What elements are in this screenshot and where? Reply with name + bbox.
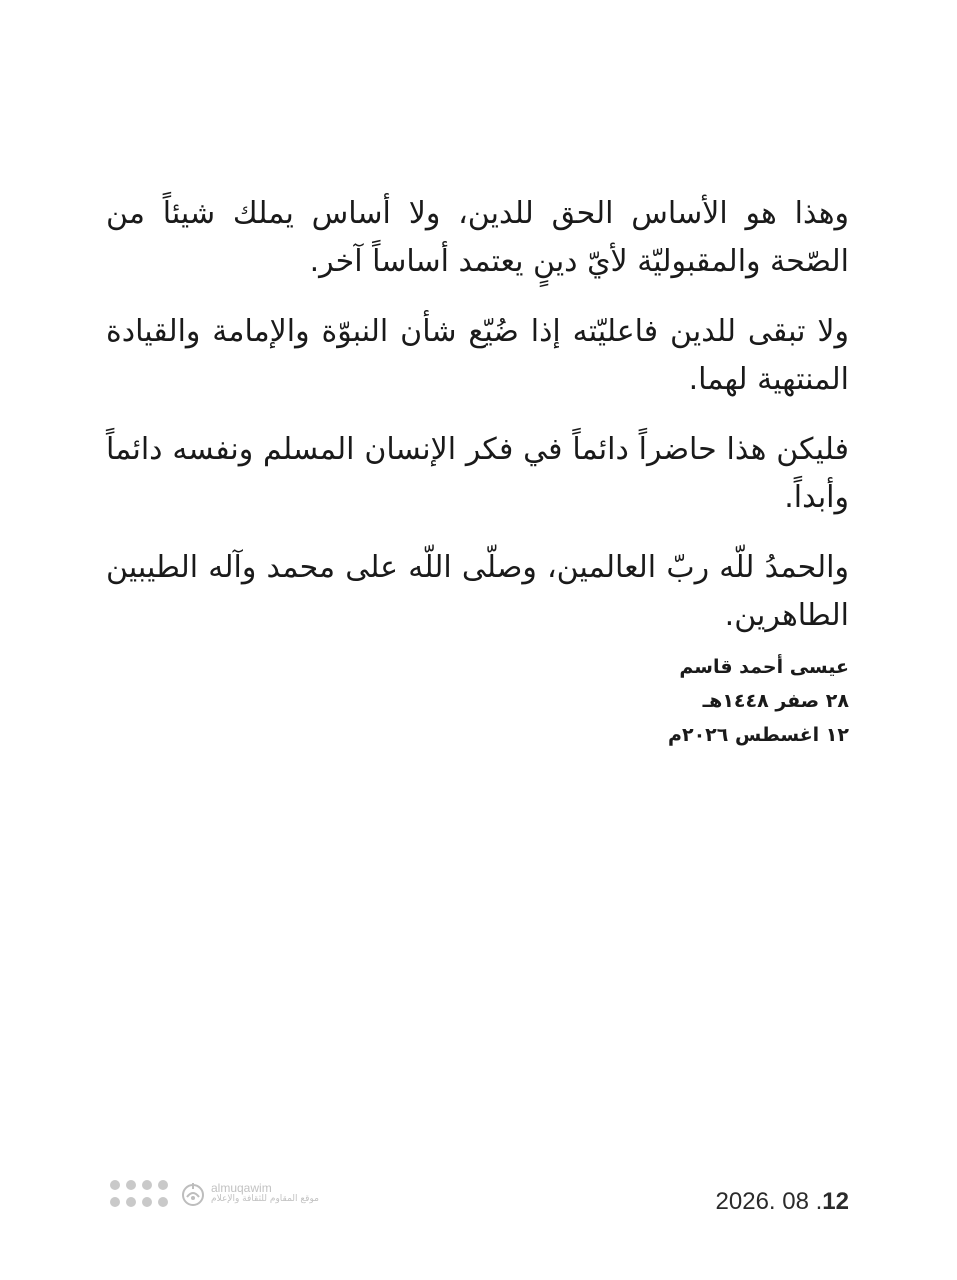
logo-latin-name: almuqawim [211,1180,272,1195]
article-body [106,190,849,662]
footer-date-day: 12 [822,1188,849,1215]
dot [126,1180,136,1190]
footer-date-prefix: 2026. 08 . [715,1188,823,1215]
author-name: عيسى أحمد قاسم [679,656,849,678]
dots-decoration [110,1180,168,1207]
paragraph: والحمدُ للّه ربّ العالمين، وصلّى اللّه على محمد وآله الطيبين الطاهرين. [106,550,849,633]
logo-text [211,1182,319,1205]
signature-block [668,650,849,752]
dot [142,1197,152,1207]
dot [110,1197,120,1207]
paragraph: فليكن هذا حاضراً دائماً في فكر الإنسان المسلم ونفسه دائماً وأبداً. [106,432,849,515]
almuqawim-emblem-icon [180,1181,206,1207]
dot [158,1180,168,1190]
footer-date [716,1188,849,1216]
dot [142,1180,152,1190]
gregorian-date: ١٢ اغسطس ٢٠٢٦م [668,724,849,746]
dot [158,1197,168,1207]
paragraph: وهذا هو الأساس الحق للدين، ولا أساس يملك شيئاً من الصّحة والمقبوليّة لأيّ دينٍ يعتمد أساساً آخر. [106,196,849,279]
logo-arabic-name: موقع المقاوم للثقافة والإعلام [211,1194,319,1205]
dot [110,1180,120,1190]
dot [126,1197,136,1207]
hijri-date: ٢٨ صفر ١٤٤٨هـ [702,690,849,712]
paragraph: ولا تبقى للدين فاعليّته إذا ضُيّع شأن النبوّة والإمامة والقيادة المنتهية لهما. [106,314,849,397]
site-logo [110,1180,319,1207]
